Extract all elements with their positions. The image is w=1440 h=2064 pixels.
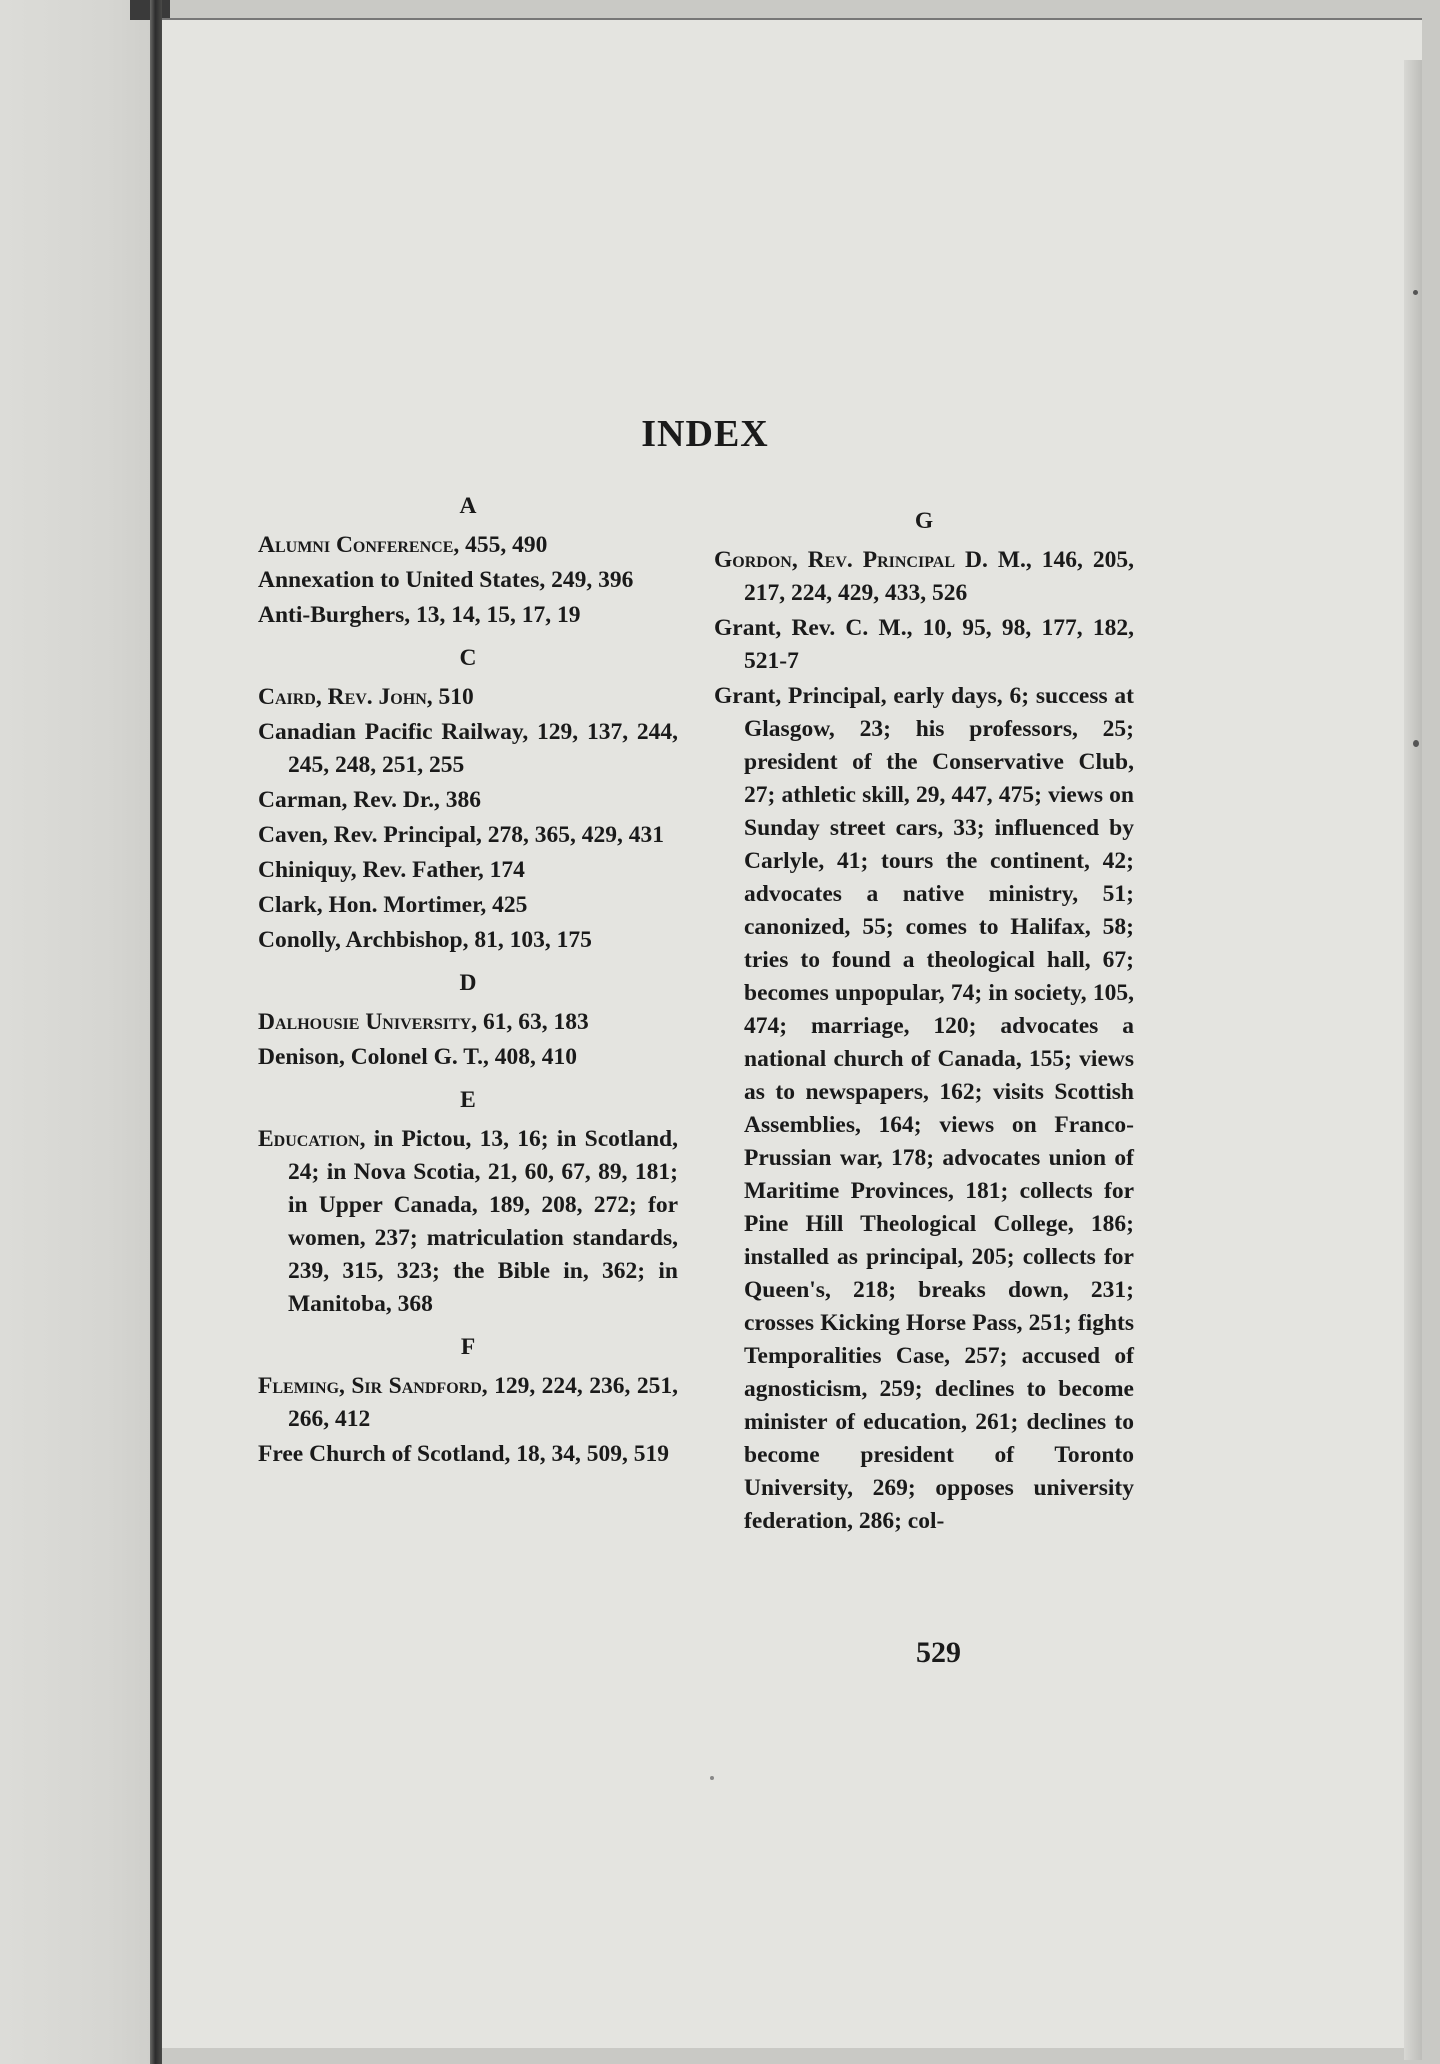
section-letter: F xyxy=(460,1334,476,1360)
section-letter: D xyxy=(459,970,477,996)
index-entry xyxy=(258,564,678,597)
entry-heading: Fleming, Sir Sandford xyxy=(258,1373,482,1399)
entry-heading: Dalhousie University xyxy=(258,1009,472,1035)
entry-references: D. M., 146, 205, 217, 224, 429, 433, 526 xyxy=(744,547,1134,606)
entry-heading: Caird, Rev. John xyxy=(258,684,427,710)
index-entry xyxy=(258,716,678,782)
index-entry xyxy=(258,1123,678,1321)
index-entry xyxy=(258,889,678,922)
section-letter: G xyxy=(914,508,934,534)
paper-speck xyxy=(710,1776,714,1780)
index-entry xyxy=(258,784,678,817)
index-entry xyxy=(714,544,1134,610)
index-column-right xyxy=(714,505,1134,1540)
paper-speck xyxy=(1413,290,1418,295)
index-entry xyxy=(258,1370,678,1436)
entry-references: Denison, Colonel G. T., 408, 410 xyxy=(258,1044,578,1070)
page-edge xyxy=(1404,60,1422,2060)
entry-references: , 455, 490 xyxy=(453,532,548,558)
index-entry xyxy=(258,529,678,562)
entry-references: , in Pictou, 13, 16; in Scotland, 24; in Nova Scotia, 21, 60, 67, 89, 181; in Upper Canada, 189, 208, 272; for women, 237; matriculation standards, 239, 315, 323; the Bible in, 362; in Manitoba, 368 xyxy=(288,1126,678,1317)
paper-speck xyxy=(1413,740,1419,747)
index-entry xyxy=(258,819,678,852)
section-letter: E xyxy=(460,1087,476,1113)
section-letter: A xyxy=(459,493,477,519)
index-entry xyxy=(258,854,678,887)
facing-page xyxy=(0,0,150,2064)
index-entry xyxy=(258,1006,678,1039)
entry-references: , 129, 224, 236, 251, 266, 412 xyxy=(288,1373,678,1432)
index-entry xyxy=(714,680,1134,1538)
entry-references: Grant, Principal, early days, 6; success at Glasgow, 23; his professors, 25; president of the Conservative Club, 27; athletic skill, 29, 447, 475; views on Sunday street cars, 33; influenced by Carlyle, 41; tours the continent, 42; advocates a native ministry, 51; canonized, 55; comes to Halifax, 58; tries to found a theological hall, 67; becomes unpopular, 74; in society, 105, 474; marriage, 120; advocates a national church of Canada, 155; views as to newspapers, 162; visits Scottish Assemblies, 164; views on Franco-Prussian war, 178; advocates union of Maritime Provinces, 181; collects for Pine Hill Theological College, 186; installed as principal, 205; collects for Queen's, 218; breaks down, 231; crosses Kicking Horse Pass, 251; fights Temporalities Case, 257; accused of agnosticism, 259; declines to become minister of education, 261; declines to become president of Toronto University, 269; opposes university federation, 286; col- xyxy=(714,683,1134,1534)
index-entry xyxy=(258,924,678,957)
entry-references: Anti-Burghers, 13, 14, 15, 17, 19 xyxy=(258,602,581,628)
entry-references: Conolly, Archbishop, 81, 103, 175 xyxy=(258,927,592,953)
entry-references: Clark, Hon. Mortimer, 425 xyxy=(258,892,528,918)
index-entry xyxy=(258,1438,678,1471)
entry-references: Annexation to United States, 249, 396 xyxy=(258,567,634,593)
entry-heading: Gordon, Rev. Principal xyxy=(714,547,956,573)
book-gutter xyxy=(150,0,162,2064)
entry-heading: Alumni Conference xyxy=(258,532,454,558)
page-number: 529 xyxy=(916,1636,961,1669)
entry-heading: Education xyxy=(258,1126,360,1152)
entry-references: Free Church of Scotland, 18, 34, 509, 519 xyxy=(258,1441,670,1467)
index-entry xyxy=(258,599,678,632)
entry-references: Carman, Rev. Dr., 386 xyxy=(258,787,482,813)
index-entry xyxy=(258,1041,678,1074)
index-entry xyxy=(714,612,1134,678)
page-title: INDEX xyxy=(641,413,769,455)
section-letter: C xyxy=(459,645,477,671)
entry-references: Chiniquy, Rev. Father, 174 xyxy=(258,857,525,883)
entry-references: , 510 xyxy=(426,684,474,710)
entry-references: , 61, 63, 183 xyxy=(471,1009,589,1035)
entry-references: Caven, Rev. Principal, 278, 365, 429, 431 xyxy=(258,822,665,848)
index-column-left xyxy=(258,490,678,1473)
entry-references: Grant, Rev. C. M., 10, 95, 98, 177, 182, 521-7 xyxy=(714,615,1134,674)
entry-references: Canadian Pacific Railway, 129, 137, 244, 245, 248, 251, 255 xyxy=(258,719,678,778)
index-entry xyxy=(258,681,678,714)
